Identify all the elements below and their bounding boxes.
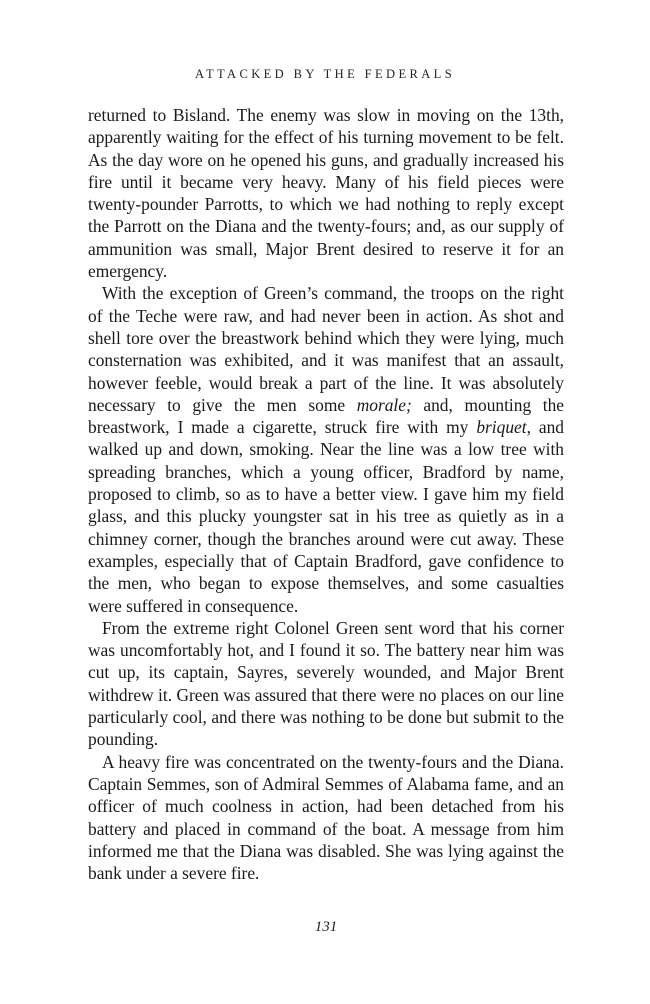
text-run: From the extreme right Colonel Green sent word that his corner was uncomfortably hot, and I found it so. The battery near him was cut up, its captain, Sayres, severely wounded, and Major Brent withdrew it. Green was assured that there were no places on our line particularly cool, and there was nothing to be done but submit to the pounding. xyxy=(88,617,564,750)
paragraph xyxy=(88,751,564,885)
body-text xyxy=(88,104,564,884)
text-run: A heavy fire was concentrated on the twenty-fours and the Diana. Captain Semmes, son of Admiral Semmes of Alabama fame, and an officer of much coolness in action, had been detached from his battery and placed in command of the boat. A message from him informed me that the Diana was disabled. She was lying against the bank under a severe fire. xyxy=(88,751,564,884)
paragraph xyxy=(88,617,564,751)
paragraph xyxy=(88,282,564,616)
running-head: ATTACKED BY THE FEDERALS xyxy=(194,67,456,81)
text-run: returned to Bisland. The enemy was slow in moving on the 13th, apparently waiting for the effect of his turning movement to be felt. As the day wore on he opened his guns, and gradually increased his fire until it became very heavy. Many of his field pieces were twenty-pounder Parrotts, to which we had nothing to reply except the Parrott on the Diana and the twenty-fours; and, as our supply of ammunition was small, Major Brent desired to reserve it for an emergency. xyxy=(88,105,564,282)
text-run: , and walked up and down, smoking. Near the line was a low tree with spreading branches, which a young officer, Bradford by name, proposed to climb, so as to have a better view. I gave him my field glass, and this plucky youngster sat in his tree as quietly as in a chimney corner, though the branches around were cut away. These examples, especially that of Captain Bradford, gave confidence to the men, who began to expose themselves, and some casualties were suffered in consequence. xyxy=(88,417,565,616)
paragraph xyxy=(88,104,564,282)
page-number: 131 xyxy=(314,919,338,935)
italic-text: briquet xyxy=(476,417,527,438)
italic-text: morale; xyxy=(356,394,412,415)
text-run: and, mounting the breastwork, I made a cigarette, struck fire with my xyxy=(88,394,565,438)
text-run: With the exception of Green’s command, the troops on the right of the Teche were raw, and had never been in action. As shot and shell tore over the breastwork behind which they were lying, much consternation was exhibited, and it was manifest that an assault, however feeble, would break a part of the line. It was absolutely necessary to give the men some xyxy=(88,283,564,415)
